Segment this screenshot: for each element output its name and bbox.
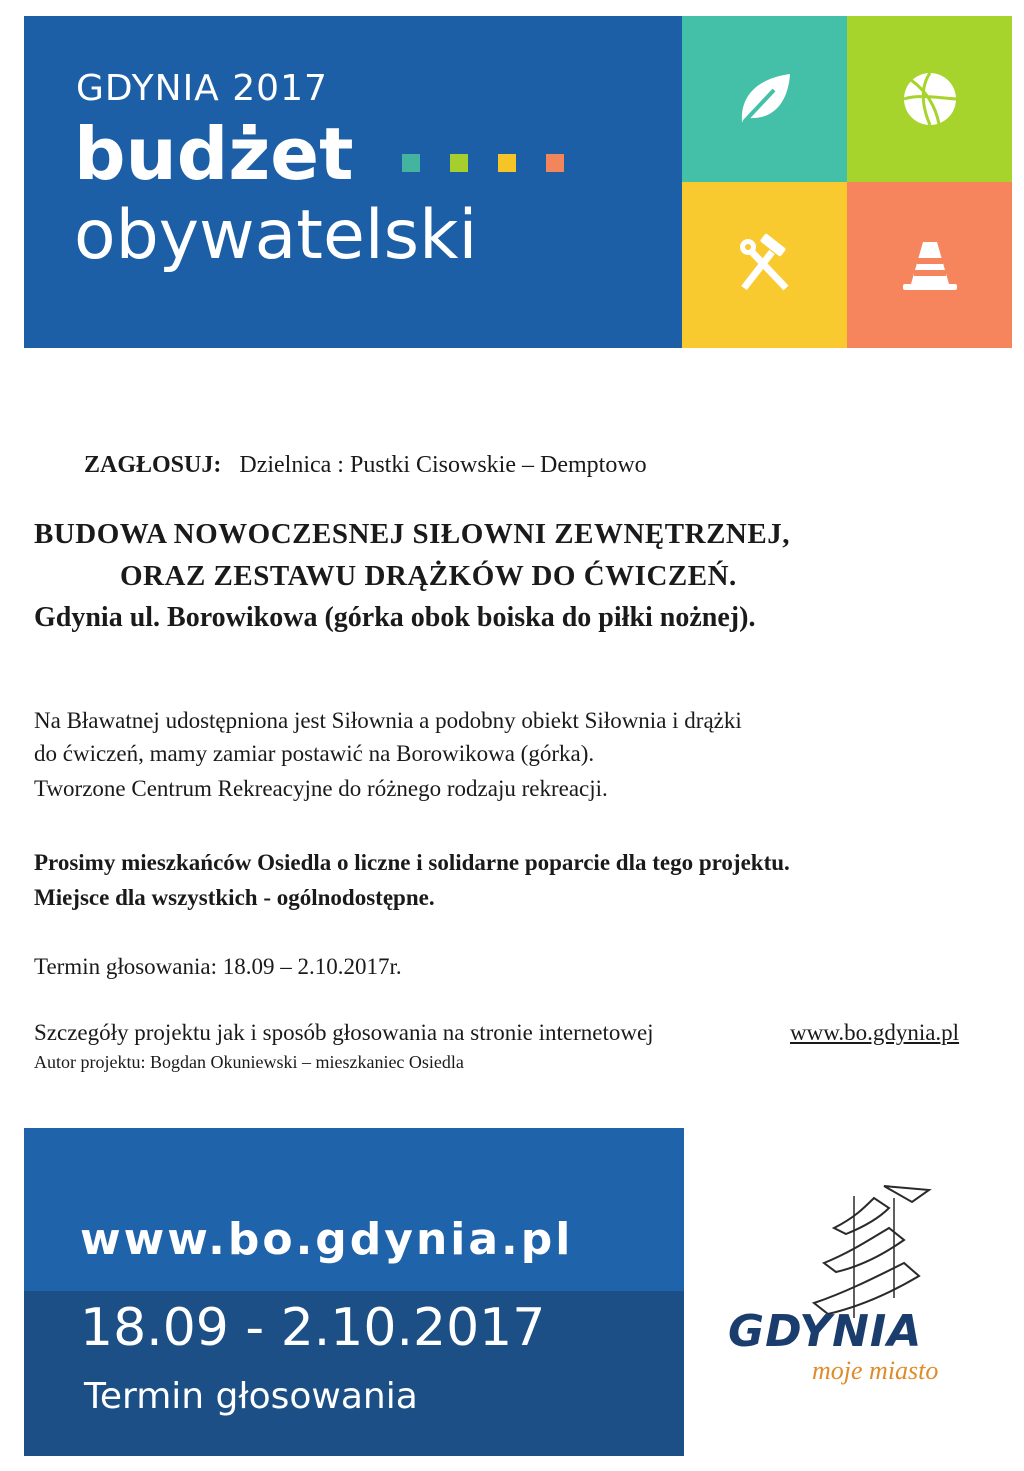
vote-line bbox=[84, 452, 647, 479]
voting-period: Termin głosowania: 18.09 – 2.10.2017r. bbox=[34, 954, 402, 979]
description-line2: do ćwiczeń, mamy zamiar postawić na Borowikowa (górka). bbox=[34, 741, 595, 766]
description-line1: Na Bławatnej udostępniona jest Siłownia a podobny obiekt Siłownia i drążki bbox=[34, 708, 742, 733]
project-title-line2: ORAZ ZESTAWU DRĄŻKÓW DO ĆWICZEŃ. bbox=[120, 560, 737, 592]
volleyball-icon bbox=[895, 64, 965, 134]
project-title-line1: BUDOWA NOWOCZESNEJ SIŁOWNI ZEWNĘTRZNEJ, bbox=[34, 518, 790, 550]
header-title-budzet: budżet bbox=[74, 112, 354, 196]
vote-district: Dzielnica : Pustki Cisowskie – Demptowo bbox=[239, 452, 647, 478]
vote-label: ZAGŁOSUJ: bbox=[84, 452, 222, 478]
footer-dates: 18.09 - 2.10.2017 bbox=[80, 1298, 546, 1358]
project-location: Gdynia ul. Borowikowa (górka obok boiska do piłki nożnej). bbox=[34, 602, 756, 633]
leaf-icon bbox=[730, 64, 800, 134]
header-title-obywatelski: obywatelski bbox=[74, 196, 478, 275]
details-link[interactable]: www.bo.gdynia.pl bbox=[790, 1020, 960, 1045]
tile-ball bbox=[847, 16, 1012, 182]
appeal-line1: Prosimy mieszkańców Osiedla o liczne i solidarne poparcie dla tego projektu. bbox=[34, 850, 790, 875]
header-banner bbox=[24, 16, 1012, 348]
dot-orange bbox=[546, 154, 564, 172]
footer-banner bbox=[24, 1128, 1012, 1456]
dot-green bbox=[450, 154, 468, 172]
details-text: Szczegóły projektu jak i sposób głosowania na stronie internetowej bbox=[34, 1020, 654, 1045]
appeal-line2: Miejsce dla wszystkich - ogólnodostępne. bbox=[34, 885, 435, 910]
tile-leaf bbox=[682, 16, 847, 182]
description-line3: Tworzone Centrum Rekreacyjne do różnego rodzaju rekreacji. bbox=[34, 776, 608, 801]
dot-teal bbox=[402, 154, 420, 172]
traffic-cone-icon bbox=[895, 230, 965, 300]
dot-yellow bbox=[498, 154, 516, 172]
header-icon-tiles bbox=[682, 16, 1012, 348]
header-year: GDYNIA 2017 bbox=[76, 68, 328, 109]
footer-label: Termin głosowania bbox=[84, 1376, 418, 1417]
author-line: Autor projektu: Bogdan Okuniewski – mieszkaniec Osiedla bbox=[34, 1052, 464, 1072]
tools-icon bbox=[730, 230, 800, 300]
tile-cone bbox=[847, 182, 1012, 348]
logo-tagline: moje miasto bbox=[812, 1356, 939, 1385]
tile-tools bbox=[682, 182, 847, 348]
gdynia-logo bbox=[684, 1128, 1012, 1456]
logo-text: GDYNIA bbox=[728, 1306, 923, 1357]
footer-url[interactable]: www.bo.gdynia.pl bbox=[80, 1214, 574, 1265]
